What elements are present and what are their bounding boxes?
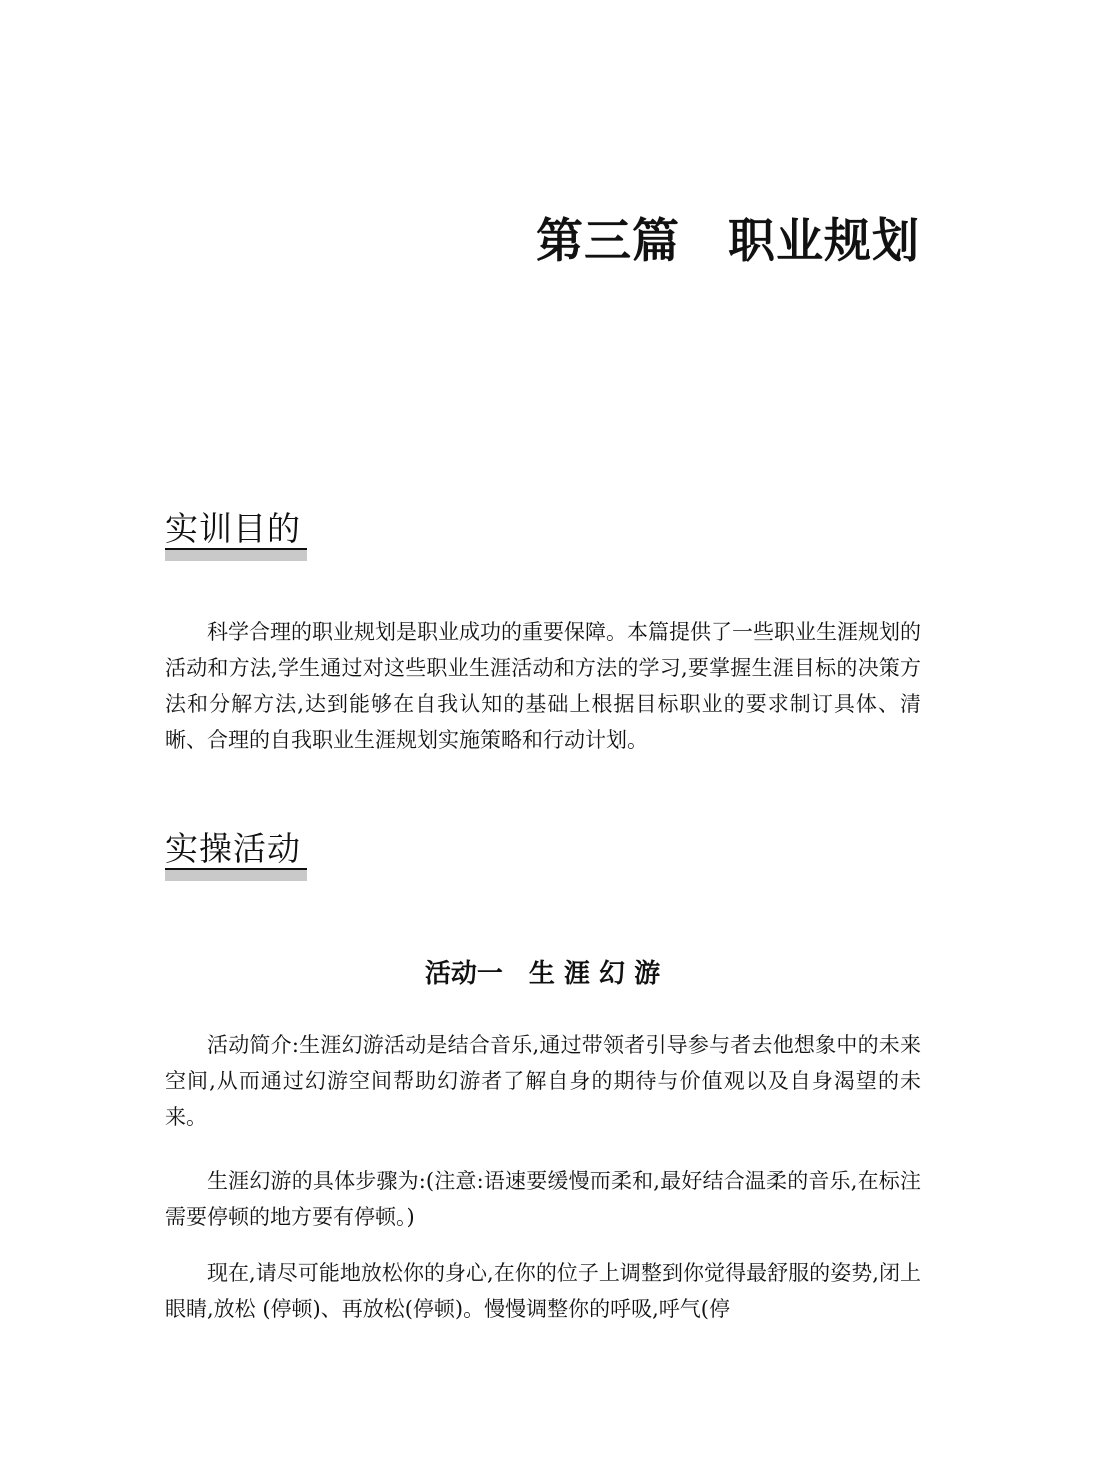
heading-shade-bar bbox=[165, 550, 307, 561]
section-heading-label: 实操活动 bbox=[165, 829, 301, 868]
training-goal-paragraph: 科学合理的职业规划是职业成功的重要保障。本篇提供了一些职业生涯规划的活动和方法,学生通过对这些职业生涯活动和方法的学习,要掌握生涯目标的决策方法和分解方法,达到能够在自我认知的基础上根据目标职业的要求制订具体、清晰、合理的自我职业生涯规划实施策略和行动计划。 bbox=[165, 620, 921, 752]
section-heading-practice bbox=[165, 827, 307, 871]
activity-script-paragraph: 现在,请尽可能地放松你的身心,在你的位子上调整到你觉得最舒服的姿势,闭上眼睛,放松 (停顿)、再放松(停顿)。慢慢调整你的呼吸,呼气(停 bbox=[165, 1261, 921, 1321]
activity-title: 活动一 生 涯 幻 游 bbox=[424, 959, 661, 989]
part-title: 第三篇 职业规划 bbox=[536, 214, 920, 269]
section-heading-label: 实训目的 bbox=[165, 509, 301, 548]
section-heading-training-goal bbox=[165, 507, 307, 551]
heading-shade-bar bbox=[165, 870, 307, 881]
activity-steps-paragraph: 生涯幻游的具体步骤为:(注意:语速要缓慢而柔和,最好结合温柔的音乐,在标注需要停顿的地方要有停顿。) bbox=[165, 1169, 921, 1229]
activity-intro-paragraph: 活动简介:生涯幻游活动是结合音乐,通过带领者引导参与者去他想象中的未来空间,从而通过幻游空间帮助幻游者了解自身的期待与价值观以及自身渴望的未来。 bbox=[165, 1033, 921, 1129]
